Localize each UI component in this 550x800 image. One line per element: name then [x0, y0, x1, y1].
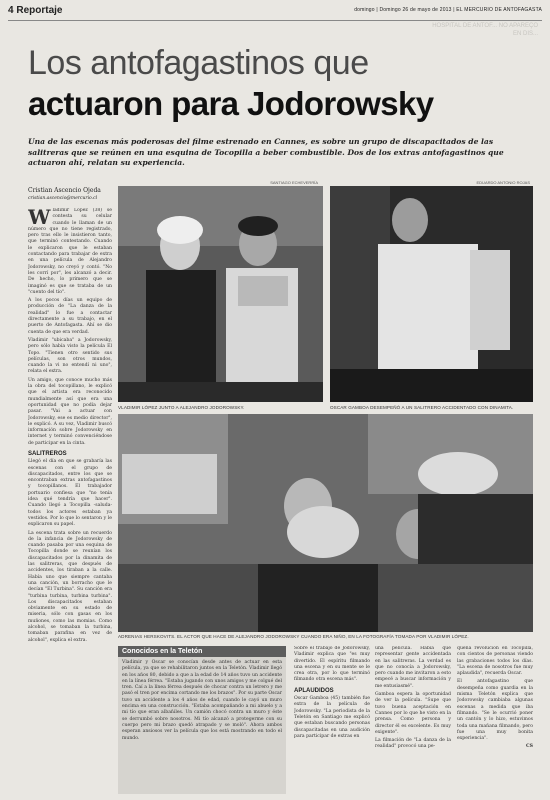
paragraph: Oscar Gamboa (45) también fue extra de la película de Jodorowsky. "La periodista de la Teletón en Santiago me explicó que estaban buscando personas discapacitadas en una audición para participar de extras en [294, 696, 370, 739]
end-mark: CS [526, 744, 533, 750]
article-column-5 [457, 646, 533, 794]
subheading-salitreros: SALITREROS [28, 450, 67, 457]
photo-credit-2: EDUARDO ANTONIO ROJAS [476, 180, 530, 185]
sidebar-box [118, 646, 286, 794]
byline [28, 187, 116, 203]
article-column-4 [375, 646, 451, 794]
paragraph: Vladimir "ubicaba" a Jodorowsky, pero sólo había visto la película El Topo. "Tienen otro sentido sus películas, son otros mundos, cuando la vi no entendí ni uno", relata el extra. [28, 337, 112, 375]
photo-caption-1: VLADIMIR LÓPEZ JUNTO A ALEJANDRO JODOROWSKY. [118, 405, 245, 410]
author-email: cristian.ascencio@mercurio.cl [28, 196, 98, 201]
paragraph: El antofagastino que desempeña como guardia en la misma Teletón explica que Jodorowsky cambiaba algunas escenas a medida que iba filmando. "Se le ocurrió poner un cantón y lo hizo, estuvimos toda una mañana filmando, pero fue una muy bonita experiencia". [457, 679, 533, 742]
paragraph: Llegó el día en que se grabaría las escenas con el grupo de discapacitados, entre los que se encontraban extras antofagastinos y tocopillanos. El trabajador portuario confiesa que "no tenía idea qué tendría que hacer". Cuando llegó a Tocopilla -saluda-todos los actores estaban ya vestidos. Por lo que lo sentaron y le explicaron su papel. [28, 459, 112, 528]
paragraph: Sobre el trabajo de Jodorowsky, Vladimir explica que "es muy divertido. El espíritu filmando una escena y en su mente se le crea otra, por lo que terminó filmando otra escena más". [294, 646, 370, 683]
photo-caption-2: OSCAR GAMBOA DESEMPEÑÓ A UN SALITRERO ACCIDENTADO CON DINAMITA. [330, 405, 514, 410]
sidebar-box-title: Conocidos en la Teletón [118, 646, 286, 657]
section-label: 4 Reportaje [8, 5, 63, 16]
paragraph: una película. Había que representar gente accidentada en las salitreras. La verdad es que no conocía a Jodorowsky, pero cuando me invitaron a esto empecé a buscar información y me entusiasmé". [375, 646, 451, 689]
page-header [8, 4, 542, 21]
article-column-3 [294, 646, 370, 794]
paragraph: queña revolución en Tocopilla, con cientos de personas viendo las grabaciones todos los días. "La escena de nosotros fue muy aplaudida", recuerda Oscar. [457, 646, 533, 677]
photo-caption-3: ADRENIAS HERSKOVITS. EL ACTOR QUE HACE DE ALEJANDRO JODOROWSKY CUANDO ERA NIÑO, EN LA FOTOGRAFÍA TOMADA POR VLADIMIR LÓPEZ. [118, 634, 469, 639]
photo-oscar-gamboa [330, 186, 533, 402]
headline-line2: actuaron para Jodorowsky [28, 85, 434, 122]
dateline: domingo | Domingo 26 de mayo de 2013 | EL MERCURIO DE ANTOFAGASTA [354, 7, 542, 13]
photo-credit-1: SANTIAGO ECHEVERRÍA [270, 180, 318, 185]
photo-extras-scene [118, 414, 533, 632]
sidebar-box-text: Vladimir y Oscar se conocían desde antes de actuar en esta película, ya que se rehabilitaron juntos en la Teletón. Vladimir llegó en los años 80, debido a que a la edad de 14 años tuvo un accidente en la línea férrea. "Estaba jugando con unos amigos y me colgué del tren. Caí a la línea férrea después de chocar contra un letrero y me pasó el tren por encima cortando me los brazos". Por su parte Oscar tuvo un accidente a los 4 años de edad, cuando le cayó un muro encima en una construcción. "Estaba acompañando a mi abuelo y a mi tío que eran albañiles. Un camión chocó contra un muro y éste se derrumbó sobre nosotros. Mi tío alcanzó a protegerme con su cuerpo pero mi brazo quedó atrapado y se moló". Ahora ambos esperan ansiosos ver la película que los está mostrando en todo el mundo. [122, 660, 282, 741]
paragraph: A los pocos días un equipo de producción de "La danza de la realidad" lo fue a contactar directamente a su trabajo, en el puerto de Antofagasta. Ahí se dio cuenta de que era verdad. [28, 298, 112, 335]
article-column-1 [28, 208, 112, 793]
lead-paragraph: Una de las escenas más poderosas del filme estrenado en Cannes, es sobre un grupo de discapacitados de las salitreras que se reúnen en una esquina de Tocopilla a beber combustible. Dos de los extras antofagastinos que actuaron ahí, relatan su experiencia. [28, 137, 504, 167]
paragraph: ladimir López (38) se contesta su celular cuando le llaman de un número que no tiene registrado, pero tras ello le insistieron tanto, que terminó contestando. Cuando le explicaron que le estaban contactando para trabajar de extra en una película de Alejandro Jodorowsky, no creyó y contó. "No les corrí por", les alcanzó a decir. De hecho, lo primero que se imaginó es que se trataba de un "cuento del tío". [28, 208, 112, 295]
subheading-aplaudidos: APLAUDIDOS [294, 687, 334, 694]
paragraph: La escena trata sobre un recuerdo de la infancia de Jodorowsky de cuando pasaba por una esquina de Tocopilla donde se reunían los discapacitados por la dinamita de las salitreras, que después de accidentes, los tiraban a la calle. Había uno que siempre cantaba una canción, un borracho que le decían "El Turbina". Su canción era "turbina turbina, turbina turbina". Los discapacitados estaban obviamente en su estado de miseria, sólo con gasas en los muñones, como las momias. Como alcohol, se tomaban la turbina, tomaban parafina en vez de alcohol", explica el extra. [28, 530, 112, 643]
paragraph: Un amigo, que conoce mucho más la obra del tocopillano, le explicó que el artista era reconocido mundialmente así que era una oportunidad que no podía dejar pasar. "Vai a actuar con Jodorowsky, ese es medio director", le explicó. A su vez, Vladimir buscó información sobre Jodorowsky en internet y terminó convenciéndose de participar en la cinta. [28, 377, 112, 446]
dropcap: W [28, 208, 51, 229]
paragraph: Gamboa espera la oportunidad de ver la película. "Supe que tuvo buena aceptación en Cannes por lo que he visto en la prensa. Como persona y director él es excelente. Es muy exigente". [375, 692, 451, 735]
photo-lopez-jodorowsky [118, 186, 323, 402]
headline-line1: Los antofagastinos que [28, 44, 369, 82]
paragraph: La filmación de "La danza de la realidad" provocó una pe- [375, 738, 451, 750]
bleed-through-text: HOSPITAL DE ANTOF... NO APAREÇO EN DIS... [432, 23, 538, 37]
author-name: Cristian Ascencio Ojeda [28, 187, 101, 194]
